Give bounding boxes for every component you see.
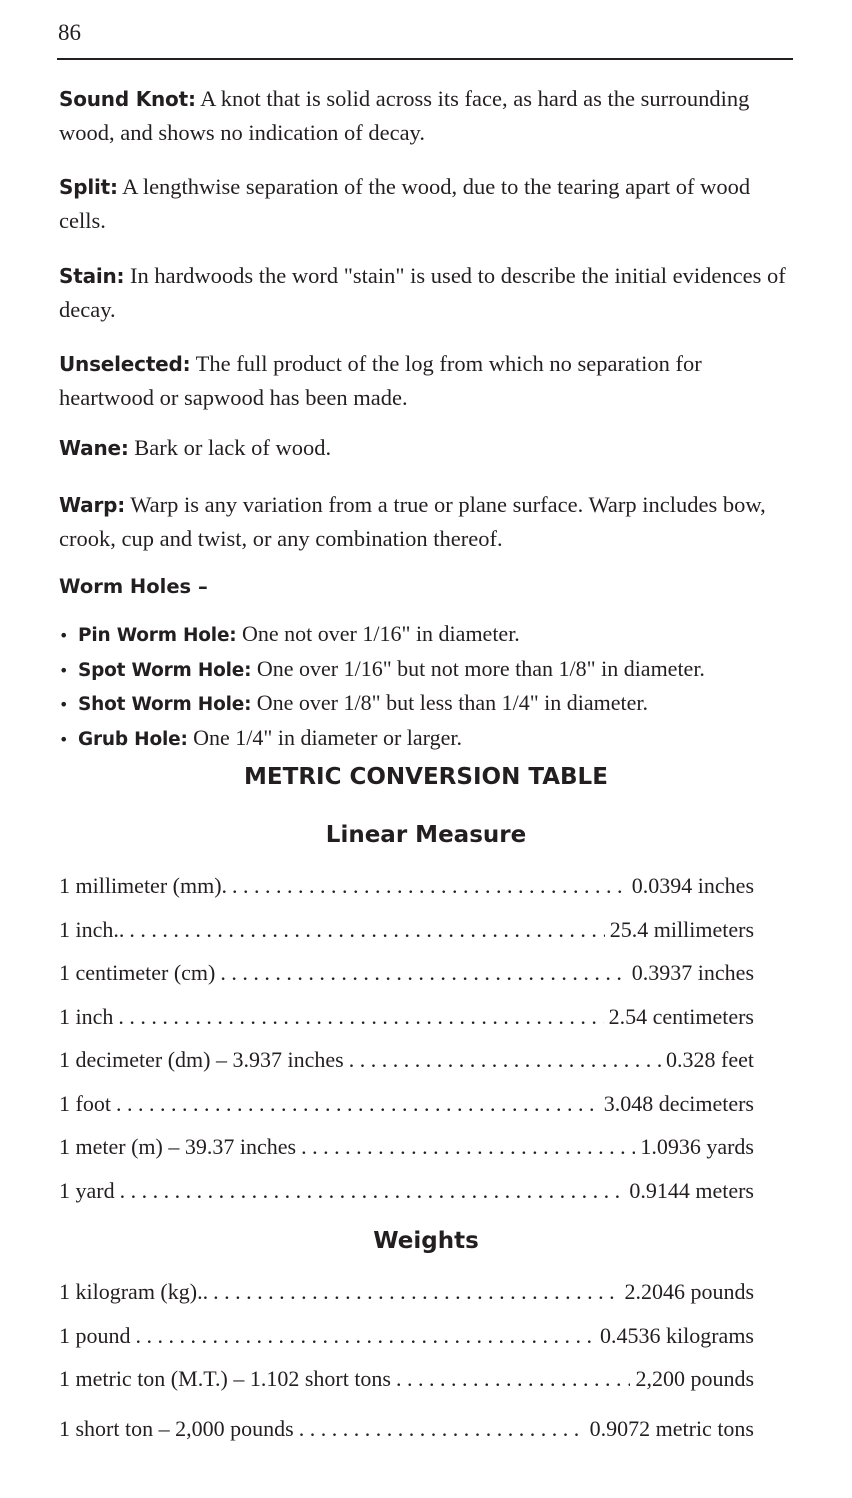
- conversion-row: [59, 1176, 754, 1220]
- dot-leader: [116, 1089, 599, 1119]
- conversion-value: 0.4536 kilograms: [600, 1322, 754, 1348]
- conversion-unit: 1 yard: [59, 1177, 115, 1203]
- conversion-unit: 1 metric ton (M.T.) – 1.102 short tons: [59, 1366, 391, 1391]
- bullet-icon: •: [59, 695, 69, 714]
- conversion-unit: 1 centimeter (cm): [59, 960, 216, 985]
- worm-holes-heading: Worm Holes –: [59, 575, 208, 598]
- conversion-row: [59, 1089, 754, 1133]
- definition-wane: [59, 431, 793, 465]
- definition-text: A knot that is solid across its face, as hard as the surrounding wood, and shows no indication of decay.: [59, 86, 750, 145]
- conversion-value: 25.4 millimeters: [609, 916, 754, 942]
- definition-sound-knot: [59, 82, 793, 149]
- definition-term: Unselected:: [59, 352, 191, 376]
- definition-warp: [59, 488, 793, 555]
- definition-text: The full product of the log from which no separation for heartwood or sapwood has been made.: [59, 351, 702, 410]
- conversion-row: [59, 958, 754, 1002]
- conversion-row: [59, 1364, 754, 1408]
- conversion-value: 2.54 centimeters: [608, 1003, 754, 1029]
- definition-text: In hardwoods the word "stain" is used to describe the initial evidences of decay.: [59, 263, 786, 322]
- dot-leader: [118, 1002, 603, 1032]
- linear-measure-heading: Linear Measure: [325, 822, 527, 848]
- conversion-unit: 1 foot: [59, 1090, 111, 1116]
- weights-heading: Weights: [373, 1228, 479, 1254]
- list-item-term: Pin Worm Hole:: [78, 625, 237, 646]
- conversion-value: 1.0936 yards: [640, 1134, 754, 1159]
- list-item-term: Shot Worm Hole:: [78, 694, 252, 715]
- definition-unselected: [59, 347, 793, 414]
- definition-term: Stain:: [59, 264, 125, 288]
- list-item-text: One 1/4" in diameter or larger.: [187, 724, 462, 750]
- conversion-value: 0.9144 meters: [629, 1177, 754, 1203]
- list-item-term: Spot Worm Hole:: [78, 659, 252, 681]
- conversion-value: 0.328 feet: [666, 1047, 754, 1072]
- conversion-unit: 1 decimeter (dm) – 3.937 inches: [59, 1047, 344, 1072]
- definition-term: Sound Knot:: [59, 87, 196, 111]
- conversion-row: [59, 915, 754, 959]
- definition-term: Split:: [59, 175, 118, 199]
- conversion-row: [59, 1277, 754, 1321]
- conversion-unit: 1 inch: [59, 1003, 114, 1029]
- definition-text: Bark or lack of wood.: [128, 435, 332, 460]
- conversion-row: [59, 1045, 754, 1089]
- conversion-unit: 1 meter (m) – 39.37 inches: [59, 1134, 297, 1159]
- weights-list: [59, 1277, 754, 1457]
- conversion-value: 0.9072 metric tons: [589, 1415, 754, 1441]
- conversion-unit: 1 pound: [59, 1322, 131, 1348]
- dot-leader: [301, 1132, 635, 1162]
- conversion-row: [59, 1321, 754, 1365]
- conversion-value: 3.048 decimeters: [603, 1090, 754, 1116]
- conversion-value: 2,200 pounds: [635, 1366, 754, 1391]
- dot-leader: [220, 958, 626, 988]
- conversion-unit: 1 short ton – 2,000 pounds: [59, 1415, 294, 1441]
- conversion-row: [59, 1002, 754, 1046]
- linear-measure-list: [59, 871, 754, 1219]
- conversion-value: 2.2046 pounds: [624, 1279, 754, 1304]
- list-item-text: One over 1/8" but less than 1/4" in diameter.: [251, 690, 649, 715]
- list-item: [59, 687, 705, 722]
- list-item-term: Grub Hole:: [78, 728, 188, 750]
- definition-split: [59, 170, 793, 237]
- conversion-table-title: METRIC CONVERSION TABLE: [244, 764, 608, 790]
- definition-term: Warp:: [59, 493, 126, 517]
- definition-term: Wane:: [59, 436, 129, 460]
- conversion-unit: 1 millimeter (mm).: [59, 873, 228, 898]
- list-item-text: One over 1/16" but not more than 1/8" in diameter.: [251, 655, 705, 681]
- list-item-text: One not over 1/16" in diameter.: [236, 621, 520, 646]
- dot-leader: [349, 1045, 661, 1075]
- page-number: 86: [58, 20, 81, 45]
- conversion-value: 0.3937 inches: [631, 960, 754, 985]
- dot-leader: [299, 1414, 585, 1444]
- conversion-value: 0.0394 inches: [631, 873, 754, 898]
- list-item: [59, 618, 705, 653]
- header-rule: [57, 58, 793, 60]
- dot-leader: [136, 1321, 596, 1351]
- dot-leader: [120, 1176, 625, 1206]
- bullet-icon: •: [59, 729, 69, 749]
- dot-leader: [129, 915, 604, 945]
- dot-leader: [396, 1364, 630, 1394]
- dot-leader: [213, 1277, 619, 1307]
- conversion-unit: 1 inch..: [59, 916, 125, 942]
- list-item: [59, 722, 705, 757]
- definition-text: Warp is any variation from a true or plane surface. Warp includes bow, crook, cup and twist, or any combination thereof.: [59, 492, 766, 551]
- definition-stain: [59, 259, 793, 326]
- conversion-row: [59, 1132, 754, 1176]
- conversion-row: [59, 1414, 754, 1458]
- worm-holes-list: [59, 618, 705, 756]
- bullet-icon: •: [59, 660, 69, 680]
- bullet-icon: •: [59, 626, 69, 645]
- conversion-unit: 1 kilogram (kg)..: [59, 1279, 209, 1304]
- conversion-row: [59, 871, 754, 915]
- dot-leader: [232, 871, 627, 901]
- definition-text: A lengthwise separation of the wood, due to the tearing apart of wood cells.: [59, 174, 751, 233]
- list-item: [59, 653, 705, 688]
